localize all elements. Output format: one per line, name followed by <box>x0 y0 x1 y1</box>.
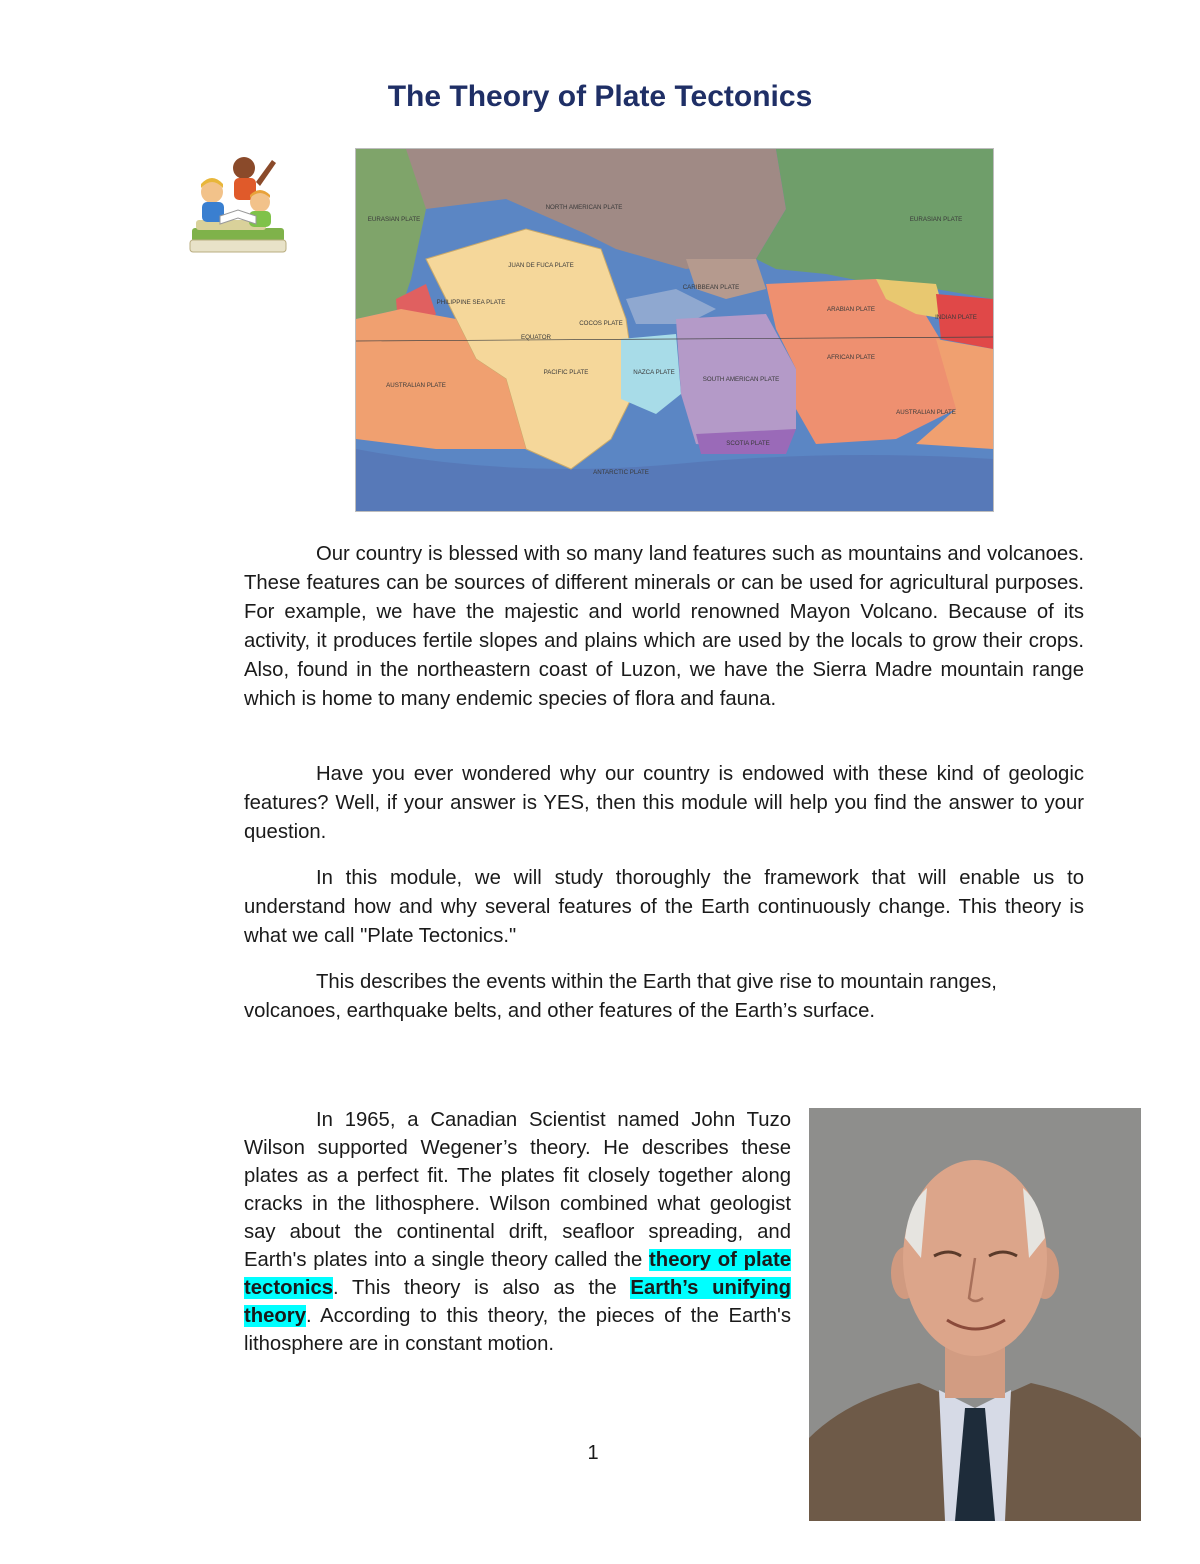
highlight-earths-unifying-theory: Earth’s unifying theory <box>244 1277 791 1327</box>
map-label-south-american: SOUTH AMERICAN PLATE <box>702 376 780 383</box>
map-label-eurasian-left: EURASIAN PLATE <box>367 216 421 223</box>
paragraph-describes: This describes the events within the Earth that give rise to mountain ranges, volcanoes, earthquake belts, and other features of the Earth’s surface. <box>244 971 997 1022</box>
paragraph-wilson <box>244 1106 791 1358</box>
map-label-pacific: PACIFIC PLATE <box>543 369 589 376</box>
john-tuzo-wilson-portrait <box>809 1108 1141 1521</box>
tectonic-plate-map <box>355 148 994 512</box>
wilson-text-b: . This theory is also as the <box>333 1277 631 1299</box>
map-label-arabian: ARABIAN PLATE <box>826 306 876 313</box>
map-label-scotia: SCOTIA PLATE <box>726 440 770 447</box>
map-label-australian-right: AUSTRALIAN PLATE <box>896 409 956 416</box>
paragraph-module: In this module, we will study thoroughly the framework that will enable us to understand how and why several features of the Earth continuously change. This theory is what we call "Plate Tectonics." <box>244 867 1084 947</box>
map-label-eurasian-right: EURASIAN PLATE <box>909 216 963 223</box>
page-number: 1 <box>587 1442 599 1464</box>
map-label-caribbean: CARIBBEAN PLATE <box>682 284 740 291</box>
wilson-text-c: . According to this theory, the pieces of the Earth's lithosphere are in constant motion. <box>244 1305 791 1355</box>
paragraph-question: Have you ever wondered why our country is endowed with these kind of geologic features? Well, if your answer is YES, then this module will help you find the answer to your question. <box>244 763 1084 843</box>
kids-reading-illustration <box>186 150 292 260</box>
map-label-equator: EQUATOR <box>520 334 552 341</box>
map-label-antarctic: ANTARCTIC PLATE <box>593 469 649 476</box>
map-label-cocos: COCOS PLATE <box>579 320 623 327</box>
wilson-text-a: In 1965, a Canadian Scientist named John Tuzo Wilson supported Wegener’s theory. He describes these plates as a perfect fit. The plates fit closely together along cracks in the lithosphere. Wilson combined what geologist say about the continental drift, seafloor spreading, and Earth's plates into a single theory called the <box>244 1109 791 1271</box>
page-title: The Theory of Plate Tectonics <box>387 80 813 113</box>
map-label-north-american: NORTH AMERICAN PLATE <box>545 204 623 211</box>
map-label-juan-de-fuca: JUAN DE FUCA PLATE <box>508 262 574 269</box>
map-label-nazca: NAZCA PLATE <box>633 369 675 376</box>
paragraph-intro: Our country is blessed with so many land features such as mountains and volcanoes. These features can be sources of different minerals or can be used for agricultural purposes. For example, we have the majestic and world renowned Mayon Volcano. Because of its activity, it produces fertile slopes and plains which are used by the locals to grow their crops. Also, found in the northeastern coast of Luzon, we have the Sierra Madre mountain range which is home to many endemic species of flora and fauna. <box>244 543 1084 710</box>
map-label-indian: INDIAN PLATE <box>935 314 977 321</box>
map-label-african: AFRICAN PLATE <box>826 354 876 361</box>
map-label-philippine: PHILIPPINE SEA PLATE <box>436 299 506 306</box>
map-label-australian-left: AUSTRALIAN PLATE <box>386 382 446 389</box>
highlight-theory-of-plate-tectonics: theory of plate tectonics <box>244 1249 791 1299</box>
